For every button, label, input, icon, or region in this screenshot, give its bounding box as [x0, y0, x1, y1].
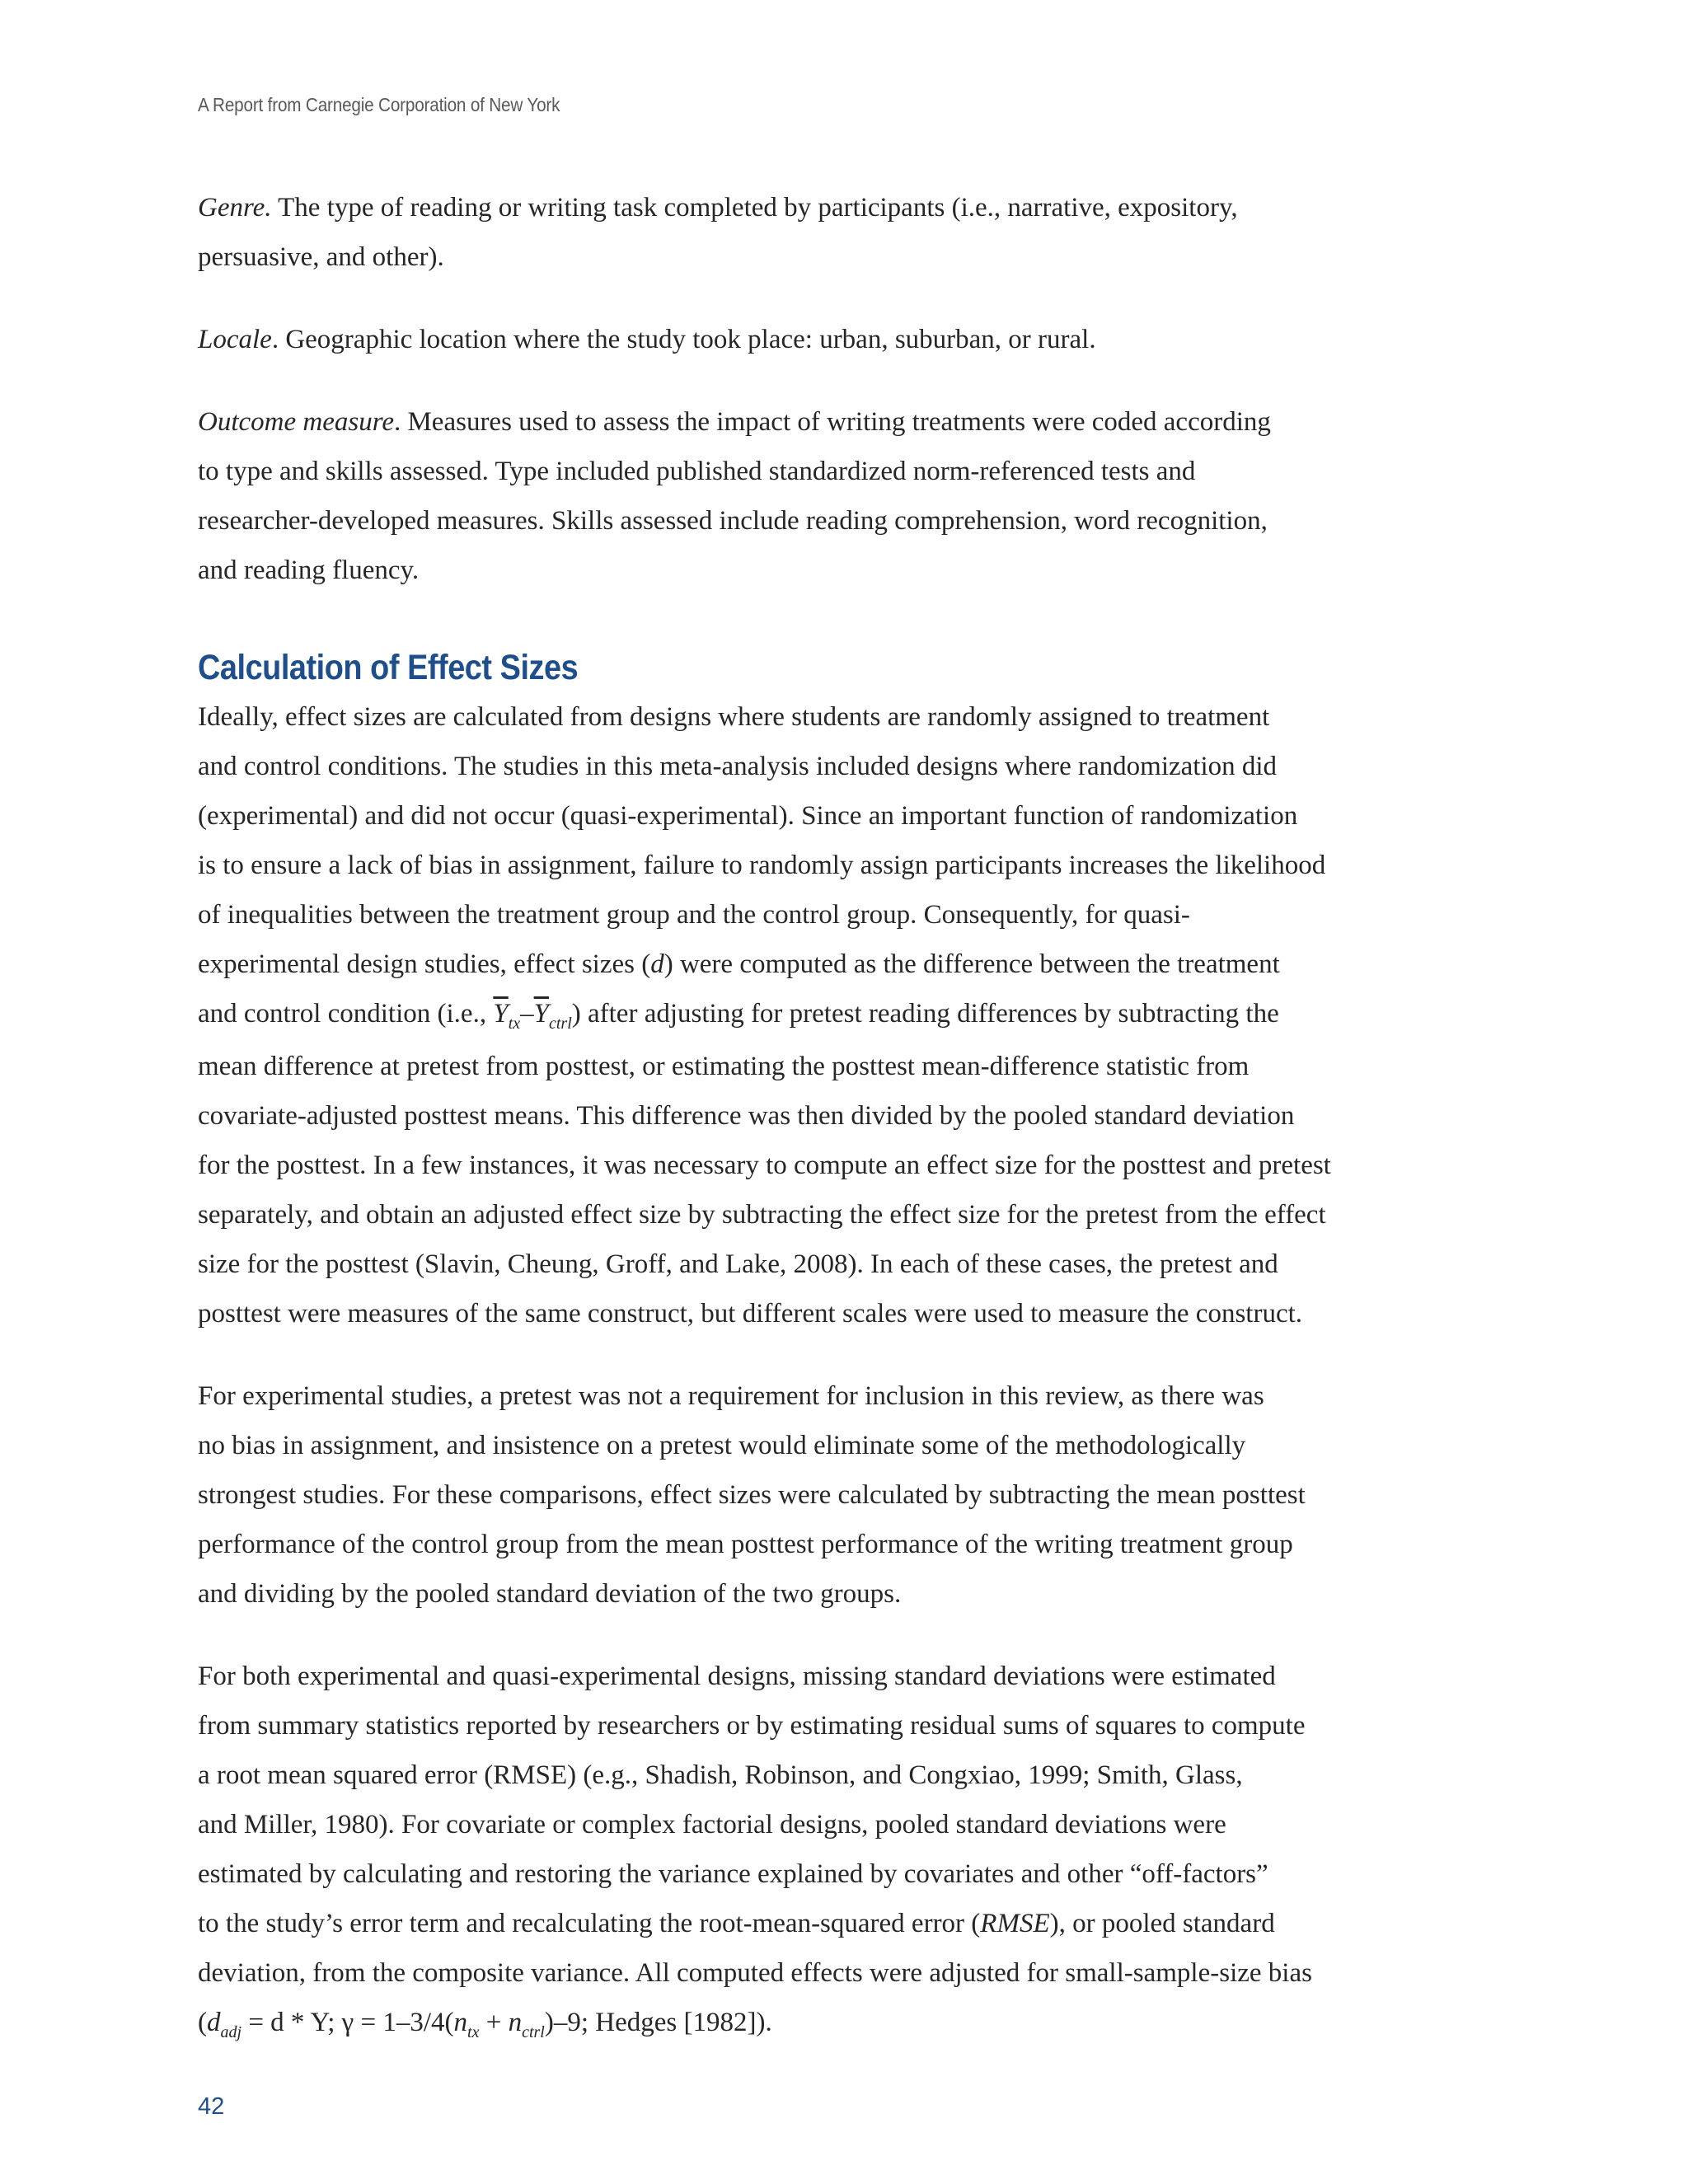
definition-genre: Genre. The type of reading or writing task completed by participants (i.e., narrative, expository, persuasive, and other). [198, 193, 1238, 272]
definition-term: Genre. [198, 193, 272, 223]
definition-locale: Locale. Geographic location where the study took place: urban, suburban, or rural. [198, 325, 1096, 354]
paragraph-effect-sizes-1: Ideally, effect sizes are calculated from designs where students are randomly assigned to treatment and control conditions. The studies in this meta-analysis included designs where randomization did (experimental) and did not occur (quasi-experimental). Since an important function of randomization is to ensure a lack of bias in assignment, failure to randomly assign participants increases the likelihood of inequalities between the treatment group and the control group. Consequently, for quasi- experimental design studies, effect sizes (d) were computed as the difference between the treatment and control condition (i.e., $\overline{Y}_{tx}-\overline{Y}_{ctrl}$) after adjusting for pretest reading differences by subtracting the mean difference at pretest from posttest, or estimating the posttest mean-difference statistic from covariate-adjusted posttest means. This difference was then divided by the pooled standard deviation for the posttest. In a few instances, it was necessary to compute an effect size for the posttest and pretest separately, and obtain an adjusted effect size by subtracting the effect size for the pretest from the effect size for the posttest (Slavin, Cheung, Groff, and Lake, 2008). In each of these cases, the pretest and posttest were measures of the same construct, but different scales were used to measure the construct. [198, 702, 1331, 1329]
paragraph-effect-sizes-3: For both experimental and quasi-experimental designs, missing standard deviations were estimated from summary statistics reported by researchers or by estimating residual sums of squares to compute a root mean squared error (RMSE) (e.g., Shadish, Robinson, and Congxiao, 1999; Smith, Glass, and Miller, 1980). For covariate or complex factorial designs, pooled standard deviations were estimated by calculating and restoring the variance explained by covariates and other “off-factors” to the study’s error term and recalculating the root-mean-squared error (RMSE), or pooled standard deviation, from the composite variance. All computed effects were adjusted for small-sample-size bias ($d_{adj} = d * Y$; $\gamma = 1-3/4(n_{tx} + n_{ctrl})-9$; Hedges [1982]). [198, 1661, 1312, 2041]
paragraph-effect-sizes-2: For experimental studies, a pretest was not a requirement for inclusion in this review, as there was no bias in assignment, and insistence on a pretest would eliminate some of the methodologically strongest studies. For these comparisons, effect sizes were calculated by subtracting the mean posttest performance of the control group from the mean posttest performance of the writing treatment group and dividing by the pooled standard deviation of the two groups. [198, 1381, 1306, 1609]
running-header: A Report from Carnegie Corporation of New York [198, 94, 560, 115]
definition-outcome-measure: Outcome measure. Measures used to assess the impact of writing treatments were coded according to type and skills assessed. Type included published standardized norm-referenced tests and researcher-developed measures. Skills assessed include reading comprehension, word recognition, and reading fluency. [198, 407, 1271, 585]
formula-hedges-adjustment: ($d_{adj} = d * Y$; $\gamma = 1-3/4(n_{tx} + n_{ctrl})-9$; Hedges [1982]). [198, 2008, 772, 2041]
definition-term: Locale [198, 325, 272, 354]
body-text [198, 183, 1484, 2083]
section-heading: Calculation of Effect Sizes [198, 648, 579, 687]
definition-term: Outcome measure [198, 407, 394, 437]
formula-mean-difference: $\overline{Y}_{tx}-\overline{Y}_{ctrl}$ [493, 999, 572, 1033]
page-number: 42 [198, 2093, 225, 2120]
